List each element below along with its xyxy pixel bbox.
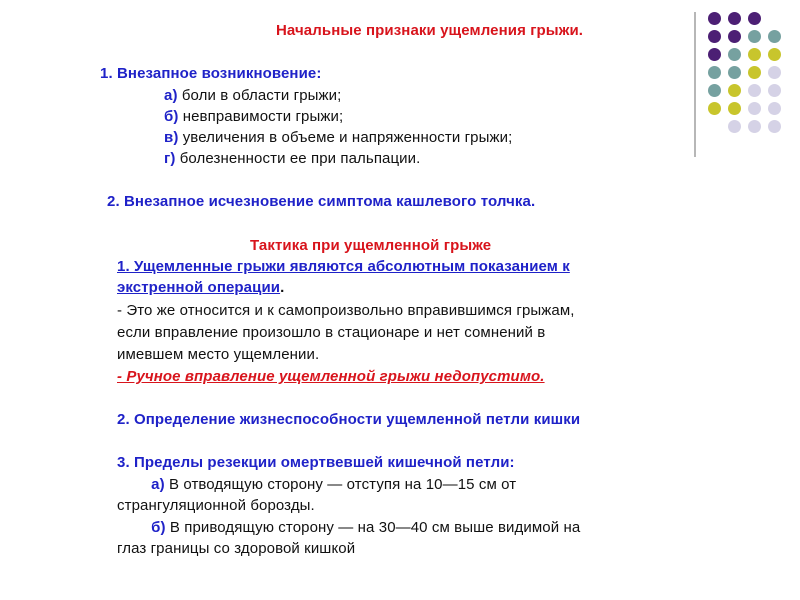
tactics-point1-tail: .: [280, 279, 285, 296]
item-text-a: боли в области грыжи;: [177, 87, 342, 104]
resection-a-line1: [117, 476, 516, 494]
decorative-dot: [768, 66, 781, 79]
decorative-dot: [768, 48, 781, 61]
item-prefix-b: б): [164, 108, 179, 125]
section1-item-b: [164, 108, 343, 126]
decorative-dot: [708, 12, 721, 25]
decorative-dot: [708, 48, 721, 61]
decorative-dot: [728, 84, 741, 97]
resection-a-text: В отводящую сторону — отступя на 10—15 см от: [164, 476, 517, 493]
decorative-dot: [728, 30, 741, 43]
tactics-note-line3: имевшем место ущемлении.: [117, 346, 320, 363]
tactics-point1-emphasis: экстренной операции: [117, 279, 281, 296]
resection-b-line2: глаз границы со здоровой кишкой: [117, 540, 356, 557]
decorative-dot: [728, 102, 741, 115]
decorative-dot: [748, 48, 761, 61]
section2-heading: 2. Внезапное исчезновение симптома кашлевого толчка.: [107, 193, 536, 210]
section1-item-d: [164, 150, 420, 168]
decorative-dot: [708, 102, 721, 115]
decorative-dot: [768, 120, 781, 133]
decorative-vertical-line: [694, 12, 696, 157]
decorative-dot: [748, 120, 761, 133]
tactics-note-line2: если вправление произошло в стационаре и нет сомнений в: [117, 324, 546, 341]
resection-a-prefix: а): [117, 476, 165, 493]
tactics-point3: 3. Пределы резекции омертвевшей кишечной петли:: [117, 454, 515, 471]
tactics-title: Тактика при ущемленной грыже: [250, 237, 492, 254]
resection-a-line2: странгуляционной борозды.: [117, 497, 315, 514]
item-text-c: увеличения в объеме и напряженности грыжи;: [178, 129, 513, 146]
item-prefix-a: а): [164, 87, 178, 104]
tactics-point1-line2: [117, 279, 284, 297]
decorative-dot: [708, 66, 721, 79]
section1-item-c: [164, 129, 512, 147]
decorative-dot: [748, 30, 761, 43]
tactics-note-line1: - Это же относится и к самопроизвольно вправившимся грыжам,: [117, 302, 575, 319]
item-prefix-d: г): [164, 150, 176, 167]
decorative-dot: [748, 66, 761, 79]
tactics-point2: 2. Определение жизнеспособности ущемленной петли кишки: [117, 411, 581, 428]
resection-b-text: В приводящую сторону — на 30—40 см выше видимой на: [165, 519, 581, 536]
section1-item-a: [164, 87, 341, 105]
resection-b-line1: [117, 519, 580, 537]
decorative-dot: [728, 120, 741, 133]
decorative-dot: [768, 30, 781, 43]
section1-heading: 1. Внезапное возникновение:: [100, 65, 322, 82]
decorative-dot: [748, 102, 761, 115]
item-prefix-c: в): [164, 129, 179, 146]
decorative-dot: [768, 84, 781, 97]
decorative-dot: [708, 84, 721, 97]
decorative-dot: [708, 30, 721, 43]
tactics-point1-line1: 1. Ущемленные грыжи являются абсолютным показанием к: [117, 258, 570, 275]
resection-b-prefix: б): [117, 519, 166, 536]
tactics-warning: - Ручное вправление ущемленной грыжи недопустимо.: [117, 368, 545, 385]
decorative-dot: [728, 48, 741, 61]
decorative-dot: [748, 84, 761, 97]
decorative-dot: [748, 12, 761, 25]
decorative-dot: [728, 12, 741, 25]
slide-title: Начальные признаки ущемления грыжи.: [276, 22, 584, 39]
item-text-d: болезненности ее при пальпации.: [175, 150, 421, 167]
decorative-dot: [728, 66, 741, 79]
decorative-dot-grid: [708, 12, 788, 132]
item-text-b: невправимости грыжи;: [178, 108, 344, 125]
decorative-dot: [768, 102, 781, 115]
